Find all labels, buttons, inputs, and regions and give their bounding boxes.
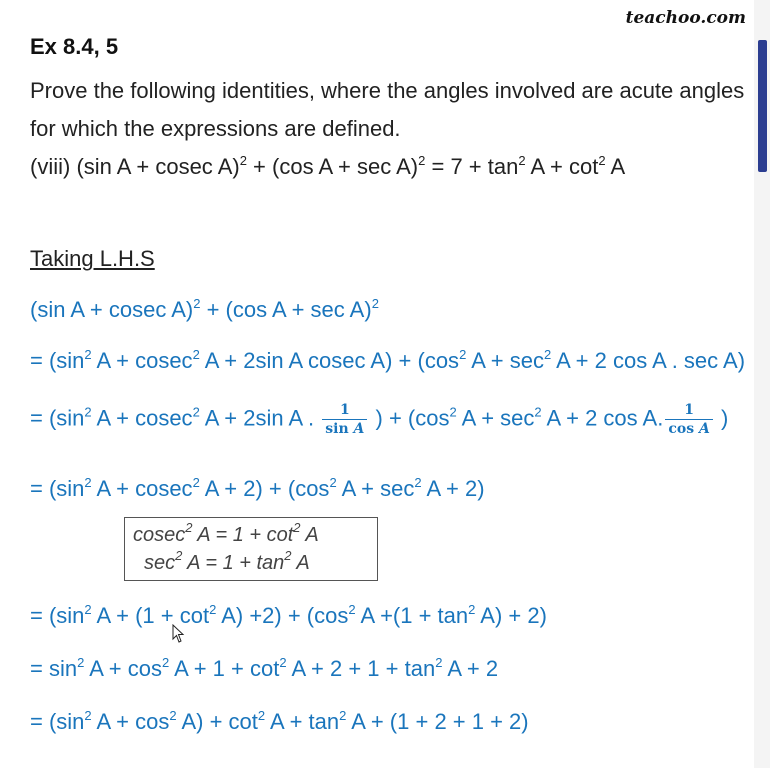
solution-step-5: = ($\sin^2$ $A + (1 + \cot^2 A) +2) + (\cos^2$ $A +(1 + \tan^2 A) + 2$) [30,602,547,628]
solution-heading: Taking L.H.S [30,246,155,271]
solution-step-4: = ($\sin^2$ A + cosec$^2$ $A + 2) + (\cos^2$ $A + \sec^2 A + 2$) [30,475,485,501]
vertical-scrollbar[interactable] [754,0,770,768]
solution-step-2: = ($\sin^2$ A + cosec$^2$ A + 2sin A cosec $A) + (\cos^2$ $A + \sec^2 A + 2$ cos A . sec A) [30,347,746,373]
mouse-pointer-icon [172,624,186,649]
fraction-one-over-sin-a: $\frac{1}{\text{sin A}}$ [322,402,367,437]
solution-step-7: = ($\sin^2$ $A + \cos^2 A) + \cot^2 A + \tan^2 A + (1 + 2 + 1 + 2)$ [30,708,529,734]
problem-identity: (viii) (sin A + cosec A)$^2$ + (cos $A + \sec A)^2 = 7 + \tan^2 A + \cot^2 A$ [30,153,626,179]
teachoo-logo: teachoo.com [625,8,746,28]
solution-step-3: = ($\sin^2$ A + cosec$^2$ A + 2sin A . $\frac{1}{\text{sin A}}$ ) + ($\cos^2$ $A + \sec^2 A + 2$ cos A. $\frac{1}{\text{cos A}}$ ) [30,402,729,437]
solution-step-1: (sin A + cosec A)$^2$ + (cos A + sec A)$^2$ [30,296,379,322]
note-line-cosec: cosec$^2$ $A = 1 + \cot^2 A$ [133,520,319,546]
identity-note-box [124,517,378,581]
problem-text: Prove the following identities, where the angles involved are acute angles for which the expressions are defined. [30,78,745,141]
problem-statement [30,72,750,186]
solution-step-6: = $\sin^2 A + \cos^2 A + 1 + \cot^2 A + 2 + 1 + \tan^2 A + 2$ [30,655,499,681]
fraction-one-over-cos-a: $\frac{1}{\text{cos A}}$ [665,402,713,437]
note-line-sec: $\sec^2 A = 1 + \tan^2 A$ [144,548,310,574]
exercise-title: Ex 8.4, 5 [30,34,119,59]
scrollbar-thumb[interactable] [758,40,767,172]
